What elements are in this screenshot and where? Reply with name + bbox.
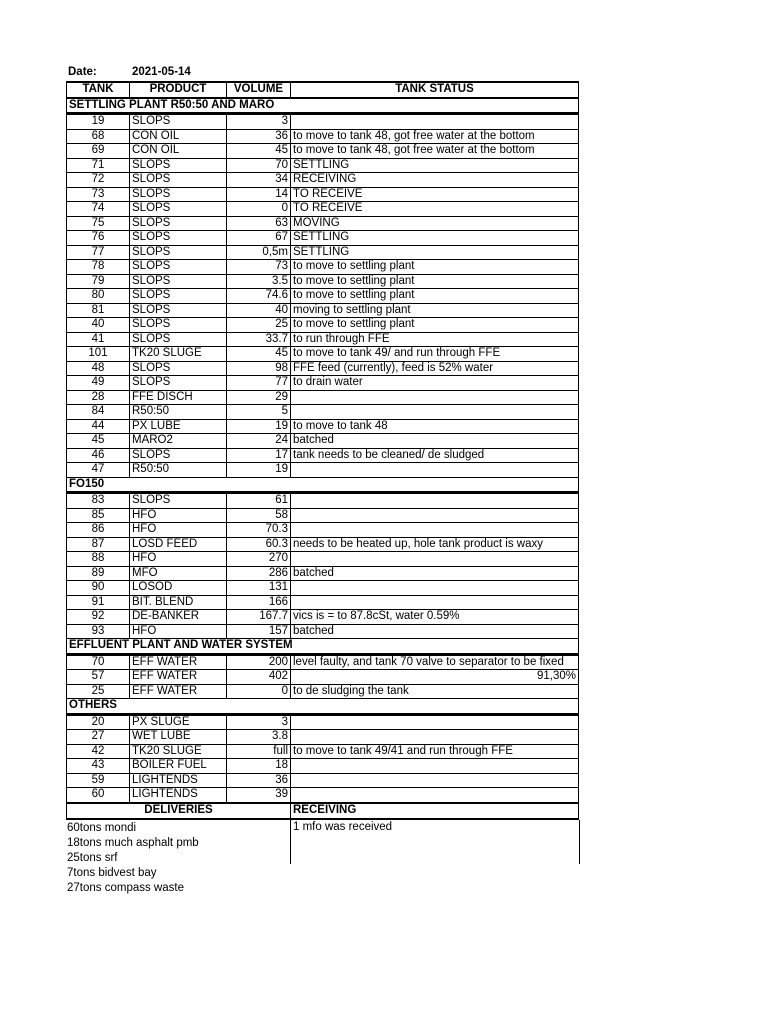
tank-cell: 43 <box>67 759 130 774</box>
product-cell: SLOPS <box>130 448 227 463</box>
status-cell <box>291 595 579 610</box>
status-cell: TO RECEIVE <box>291 187 579 202</box>
tank-cell: 71 <box>67 158 130 173</box>
volume-cell: 74.6 <box>227 289 291 304</box>
status-cell: TO RECEIVE <box>291 202 579 217</box>
product-cell: EFF WATER <box>130 684 227 699</box>
status-cell <box>291 508 579 523</box>
product-cell: LOSD FEED <box>130 537 227 552</box>
table-row <box>67 448 579 463</box>
volume-cell: 17 <box>227 448 291 463</box>
status-cell: SETTLING <box>291 231 579 246</box>
section-header-row <box>67 98 579 114</box>
status-cell <box>291 405 579 420</box>
tank-cell: 69 <box>67 144 130 159</box>
product-cell: SLOPS <box>130 231 227 246</box>
table-row <box>67 231 579 246</box>
table-row <box>67 714 579 730</box>
status-cell: MOVING <box>291 216 579 231</box>
product-cell: SLOPS <box>130 318 227 333</box>
delivery-item: 60tons mondi <box>67 822 137 834</box>
product-cell: BIT. BLEND <box>130 595 227 610</box>
volume-cell: 60.3 <box>227 537 291 552</box>
volume-cell: 167.7 <box>227 610 291 625</box>
delivery-item: 25tons srf <box>67 852 118 864</box>
product-cell: SLOPS <box>130 376 227 391</box>
table-row <box>67 684 579 699</box>
delivery-item: 27tons compass waste <box>67 882 184 894</box>
table-row <box>67 289 579 304</box>
volume-cell: 0 <box>227 202 291 217</box>
date-label: Date: <box>68 66 97 78</box>
table-row <box>67 347 579 362</box>
volume-cell: 286 <box>227 566 291 581</box>
status-cell <box>291 493 579 509</box>
tank-cell: 88 <box>67 552 130 567</box>
volume-cell: 270 <box>227 552 291 567</box>
volume-cell: 14 <box>227 187 291 202</box>
status-cell: SETTLING <box>291 158 579 173</box>
column-header: PRODUCT <box>130 82 227 98</box>
volume-cell: 29 <box>227 390 291 405</box>
product-cell: LOSOD <box>130 581 227 596</box>
status-cell: to move to tank 49/ and run through FFE <box>291 347 579 362</box>
product-cell: SLOPS <box>130 202 227 217</box>
table-row <box>67 274 579 289</box>
table-row <box>67 405 579 420</box>
status-cell: to move to tank 48 <box>291 419 579 434</box>
tank-cell: 86 <box>67 523 130 538</box>
tank-cell: 19 <box>67 114 130 130</box>
status-cell: tank needs to be cleaned/ de sludged <box>291 448 579 463</box>
product-cell: SLOPS <box>130 493 227 509</box>
table-row <box>67 129 579 144</box>
table-row <box>67 303 579 318</box>
delivery-item: 18tons much asphalt pmb <box>67 837 199 849</box>
volume-cell: 3 <box>227 714 291 730</box>
volume-cell: 200 <box>227 654 291 670</box>
tank-cell: 101 <box>67 347 130 362</box>
table-row <box>67 523 579 538</box>
volume-cell: full <box>227 744 291 759</box>
tank-cell: 85 <box>67 508 130 523</box>
table-row <box>67 610 579 625</box>
status-cell: SETTLING <box>291 245 579 260</box>
volume-cell: 166 <box>227 595 291 610</box>
deliveries-receiving-header <box>66 803 579 820</box>
status-cell: batched <box>291 624 579 639</box>
table-row <box>67 730 579 745</box>
tank-cell: 46 <box>67 448 130 463</box>
volume-cell: 25 <box>227 318 291 333</box>
volume-cell: 39 <box>227 788 291 803</box>
table-row <box>67 595 579 610</box>
volume-cell: 0,5m <box>227 245 291 260</box>
volume-cell: 70 <box>227 158 291 173</box>
tank-cell: 74 <box>67 202 130 217</box>
tank-cell: 57 <box>67 670 130 685</box>
volume-cell: 45 <box>227 144 291 159</box>
table-row <box>67 773 579 788</box>
product-cell: CON OIL <box>130 144 227 159</box>
product-cell: SLOPS <box>130 216 227 231</box>
tank-cell: 41 <box>67 332 130 347</box>
volume-cell: 61 <box>227 493 291 509</box>
product-cell: MARO2 <box>130 434 227 449</box>
volume-cell: 3.5 <box>227 274 291 289</box>
receiving-list <box>290 820 580 864</box>
table-row <box>67 376 579 391</box>
tank-cell: 45 <box>67 434 130 449</box>
status-cell: to de sludging the tank <box>291 684 579 699</box>
product-cell: SLOPS <box>130 245 227 260</box>
table-row <box>67 744 579 759</box>
volume-cell: 77 <box>227 376 291 391</box>
status-cell: moving to settling plant <box>291 303 579 318</box>
tank-cell: 47 <box>67 463 130 478</box>
deliveries-header: DELIVERIES <box>67 804 291 820</box>
tank-cell: 83 <box>67 493 130 509</box>
status-cell: to run through FFE <box>291 332 579 347</box>
status-cell <box>291 463 579 478</box>
product-cell: SLOPS <box>130 361 227 376</box>
product-cell: BOILER FUEL <box>130 759 227 774</box>
volume-cell: 402 <box>227 670 291 685</box>
table-row <box>67 419 579 434</box>
volume-cell: 5 <box>227 405 291 420</box>
table-row <box>67 245 579 260</box>
table-row <box>67 361 579 376</box>
tank-report-sheet <box>66 66 578 803</box>
volume-cell: 0 <box>227 684 291 699</box>
volume-cell: 33.7 <box>227 332 291 347</box>
product-cell: EFF WATER <box>130 654 227 670</box>
status-cell: RECEIVING <box>291 173 579 188</box>
status-cell: batched <box>291 566 579 581</box>
status-cell: to move to settling plant <box>291 260 579 275</box>
status-cell: needs to be heated up, hole tank product is waxy <box>291 537 579 552</box>
volume-cell: 45 <box>227 347 291 362</box>
status-cell <box>291 714 579 730</box>
product-cell: SLOPS <box>130 158 227 173</box>
volume-cell: 98 <box>227 361 291 376</box>
table-row <box>67 624 579 639</box>
volume-cell: 19 <box>227 463 291 478</box>
status-cell: vics is = to 87.8cSt, water 0.59% <box>291 610 579 625</box>
table-row <box>67 537 579 552</box>
volume-cell: 19 <box>227 419 291 434</box>
receiving-header: RECEIVING <box>291 804 579 820</box>
product-cell: LIGHTENDS <box>130 788 227 803</box>
status-cell: to move to settling plant <box>291 274 579 289</box>
status-cell: level faulty, and tank 70 valve to separator to be fixed <box>291 654 579 670</box>
volume-cell: 24 <box>227 434 291 449</box>
volume-cell: 73 <box>227 260 291 275</box>
tank-cell: 28 <box>67 390 130 405</box>
product-cell: TK20 SLUGE <box>130 347 227 362</box>
deliveries-list <box>67 821 199 896</box>
status-cell <box>291 114 579 130</box>
volume-cell: 157 <box>227 624 291 639</box>
tank-cell: 87 <box>67 537 130 552</box>
product-cell: SLOPS <box>130 332 227 347</box>
section-title: SETTLING PLANT R50:50 AND MARO <box>67 98 579 114</box>
table-row <box>67 390 579 405</box>
tank-cell: 49 <box>67 376 130 391</box>
product-cell: MFO <box>130 566 227 581</box>
product-cell: EFF WATER <box>130 670 227 685</box>
tank-cell: 78 <box>67 260 130 275</box>
tank-cell: 70 <box>67 654 130 670</box>
table-row <box>67 332 579 347</box>
tank-cell: 42 <box>67 744 130 759</box>
table-row <box>67 552 579 567</box>
volume-cell: 58 <box>227 508 291 523</box>
volume-cell: 3 <box>227 114 291 130</box>
tank-cell: 73 <box>67 187 130 202</box>
status-cell: batched <box>291 434 579 449</box>
status-cell: to move to tank 48, got free water at the bottom <box>291 129 579 144</box>
tank-cell: 79 <box>67 274 130 289</box>
date-line <box>66 66 578 81</box>
product-cell: DE-BANKER <box>130 610 227 625</box>
tank-cell: 75 <box>67 216 130 231</box>
product-cell: R50:50 <box>130 463 227 478</box>
product-cell: SLOPS <box>130 187 227 202</box>
table-row <box>67 463 579 478</box>
column-header: VOLUME <box>227 82 291 98</box>
table-row <box>67 788 579 803</box>
product-cell: HFO <box>130 523 227 538</box>
product-cell: HFO <box>130 508 227 523</box>
tank-cell: 59 <box>67 773 130 788</box>
tank-status-table <box>66 81 579 803</box>
product-cell: FFE DISCH <box>130 390 227 405</box>
status-cell <box>291 759 579 774</box>
volume-cell: 67 <box>227 231 291 246</box>
tank-cell: 91 <box>67 595 130 610</box>
product-cell: TK20 SLUGE <box>130 744 227 759</box>
product-cell: SLOPS <box>130 173 227 188</box>
status-cell <box>291 390 579 405</box>
section-title: OTHERS <box>67 699 579 715</box>
status-cell <box>291 788 579 803</box>
status-cell: to move to tank 48, got free water at the bottom <box>291 144 579 159</box>
status-cell <box>291 552 579 567</box>
product-cell: HFO <box>130 624 227 639</box>
status-cell: to move to settling plant <box>291 318 579 333</box>
delivery-item: 7tons bidvest bay <box>67 867 157 879</box>
tank-cell: 76 <box>67 231 130 246</box>
table-row <box>67 566 579 581</box>
tank-cell: 20 <box>67 714 130 730</box>
table-row <box>67 216 579 231</box>
tank-cell: 90 <box>67 581 130 596</box>
table-row <box>67 144 579 159</box>
status-cell <box>291 523 579 538</box>
tank-cell: 81 <box>67 303 130 318</box>
table-row <box>67 158 579 173</box>
tank-cell: 77 <box>67 245 130 260</box>
product-cell: WET LUBE <box>130 730 227 745</box>
tank-cell: 89 <box>67 566 130 581</box>
tank-cell: 72 <box>67 173 130 188</box>
tank-cell: 92 <box>67 610 130 625</box>
tank-cell: 27 <box>67 730 130 745</box>
product-cell: HFO <box>130 552 227 567</box>
product-cell: CON OIL <box>130 129 227 144</box>
product-cell: SLOPS <box>130 289 227 304</box>
table-row <box>67 670 579 685</box>
product-cell: PX SLUGE <box>130 714 227 730</box>
tank-cell: 40 <box>67 318 130 333</box>
table-row <box>67 493 579 509</box>
deliveries-receiving-section <box>66 803 578 820</box>
table-row <box>67 173 579 188</box>
tank-cell: 48 <box>67 361 130 376</box>
status-cell: to move to tank 49/41 and run through FFE <box>291 744 579 759</box>
product-cell: R50:50 <box>130 405 227 420</box>
product-cell: PX LUBE <box>130 419 227 434</box>
tank-cell: 84 <box>67 405 130 420</box>
tank-cell: 93 <box>67 624 130 639</box>
volume-cell: 131 <box>227 581 291 596</box>
table-header-row <box>67 82 579 98</box>
table-row <box>67 434 579 449</box>
date-value: 2021-05-14 <box>132 66 191 78</box>
table-row <box>67 654 579 670</box>
tank-cell: 25 <box>67 684 130 699</box>
product-cell: SLOPS <box>130 274 227 289</box>
volume-cell: 70.3 <box>227 523 291 538</box>
receiving-item: 1 mfo was received <box>293 821 393 833</box>
status-cell <box>291 581 579 596</box>
tank-cell: 80 <box>67 289 130 304</box>
status-cell <box>291 773 579 788</box>
product-cell: SLOPS <box>130 260 227 275</box>
section-header-row <box>67 477 579 493</box>
status-cell: FFE feed (currently), feed is 52% water <box>291 361 579 376</box>
section-title: EFFLUENT PLANT AND WATER SYSTEM <box>67 639 579 655</box>
product-cell: LIGHTENDS <box>130 773 227 788</box>
volume-cell: 40 <box>227 303 291 318</box>
volume-cell: 3.8 <box>227 730 291 745</box>
volume-cell: 34 <box>227 173 291 188</box>
volume-cell: 63 <box>227 216 291 231</box>
table-row <box>67 318 579 333</box>
product-cell: SLOPS <box>130 303 227 318</box>
section-header-row <box>67 639 579 655</box>
table-row <box>67 759 579 774</box>
table-row <box>67 114 579 130</box>
tank-cell: 44 <box>67 419 130 434</box>
tank-cell: 60 <box>67 788 130 803</box>
section-header-row <box>67 699 579 715</box>
status-cell: to move to settling plant <box>291 289 579 304</box>
volume-cell: 18 <box>227 759 291 774</box>
column-header: TANK STATUS <box>291 82 579 98</box>
status-cell: to drain water <box>291 376 579 391</box>
column-header: TANK <box>67 82 130 98</box>
tank-cell: 68 <box>67 129 130 144</box>
status-cell: 91,30% <box>291 670 579 685</box>
table-row <box>67 508 579 523</box>
status-cell <box>291 730 579 745</box>
volume-cell: 36 <box>227 129 291 144</box>
table-row <box>67 187 579 202</box>
table-row <box>67 260 579 275</box>
table-row <box>67 202 579 217</box>
section-title: FO150 <box>67 477 579 493</box>
product-cell: SLOPS <box>130 114 227 130</box>
table-row <box>67 581 579 596</box>
volume-cell: 36 <box>227 773 291 788</box>
